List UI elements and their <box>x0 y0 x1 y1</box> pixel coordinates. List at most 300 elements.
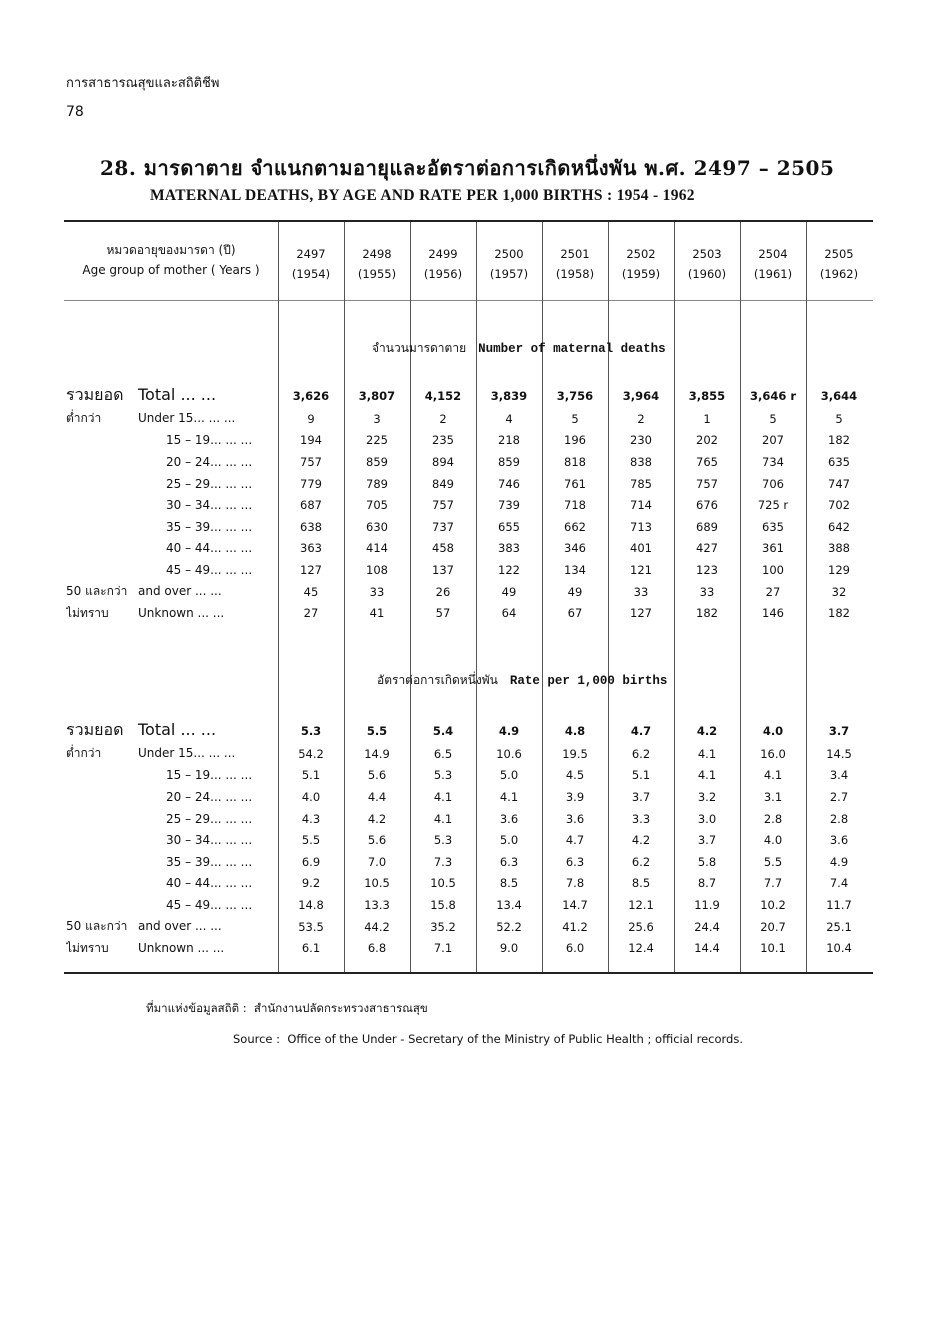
row-label-english: Under 15... ... ... <box>138 746 236 761</box>
data-cell: 3,756 <box>556 388 594 403</box>
data-cell: 52.2 <box>496 919 522 934</box>
data-cell: 35.2 <box>430 919 456 934</box>
data-cell: 14.4 <box>694 941 720 956</box>
row-label-thai: 50 และกว่า <box>66 584 128 599</box>
table-row <box>66 743 872 765</box>
data-cell: 14.5 <box>826 746 852 761</box>
row-label <box>66 916 278 938</box>
data-cell: 757 <box>696 476 718 491</box>
data-cell: 2.8 <box>763 811 783 826</box>
data-cell: 7.0 <box>367 854 387 869</box>
top-rule <box>64 220 873 222</box>
data-cell: 57 <box>435 606 451 621</box>
section-heading-thai: อัตราต่อการเกิดหนึ่งพัน <box>377 673 498 687</box>
row-label <box>66 873 278 895</box>
data-cell: 64 <box>501 606 517 621</box>
data-cell: 6.1 <box>301 941 321 956</box>
column-header <box>806 244 872 284</box>
table-row <box>66 494 872 516</box>
column-header <box>278 244 344 284</box>
data-cell: 49 <box>501 584 517 599</box>
data-cell: 4.2 <box>696 723 718 738</box>
data-cell: 24.4 <box>694 919 720 934</box>
data-cell: 725 r <box>757 498 789 513</box>
row-label <box>66 743 278 765</box>
data-cell: 4.0 <box>763 833 783 848</box>
year-be: 2501 <box>560 247 590 261</box>
year-be: 2497 <box>296 247 326 261</box>
row-label-english: and over ... ... <box>138 584 222 599</box>
data-cell: 4.2 <box>631 833 651 848</box>
row-label-english: Under 15... ... ... <box>138 411 236 426</box>
year-be: 2503 <box>692 247 722 261</box>
row-label <box>66 430 278 452</box>
data-cell: 146 <box>762 606 784 621</box>
data-cell: 6.2 <box>631 854 651 869</box>
data-cell: 4.1 <box>763 768 783 783</box>
row-label-english: 45 – 49... ... ... <box>166 562 253 577</box>
row-label <box>66 765 278 787</box>
table-title-thai: 28. มารดาตาย จำแนกตามอายุและอัตราต่อการเกิดหนึ่งพัน พ.ศ. 2497 – 2505 <box>100 156 835 180</box>
data-cell: 9.0 <box>499 941 519 956</box>
row-label-english: 15 – 19... ... ... <box>166 768 253 783</box>
data-cell: 401 <box>630 541 652 556</box>
row-label-thai: ต่ำกว่า <box>66 746 102 761</box>
data-cell: 4.5 <box>565 768 585 783</box>
rates-table <box>66 718 872 959</box>
data-cell: 2 <box>637 411 645 426</box>
data-cell: 3.7 <box>828 723 850 738</box>
data-cell: 33 <box>369 584 385 599</box>
data-cell: 737 <box>432 519 454 534</box>
year-ce: (1961) <box>753 267 793 281</box>
row-label-english: Total ... ... <box>138 385 217 404</box>
data-cell: 6.2 <box>631 746 651 761</box>
data-cell: 5 <box>835 411 843 426</box>
data-cell: 6.9 <box>301 854 321 869</box>
stub-header-thai: หมวดอายุของมารดา (ปี) <box>106 243 236 257</box>
bottom-rule <box>64 972 873 974</box>
data-cell: 765 <box>696 454 718 469</box>
data-cell: 10.2 <box>760 897 786 912</box>
data-cell: 2 <box>439 411 447 426</box>
data-cell: 4.1 <box>433 811 453 826</box>
data-cell: 849 <box>432 476 454 491</box>
data-cell: 8.5 <box>631 876 651 891</box>
data-cell: 5.4 <box>432 723 454 738</box>
data-cell: 705 <box>366 498 388 513</box>
data-cell: 3.4 <box>829 768 849 783</box>
data-cell: 635 <box>828 454 850 469</box>
data-cell: 10.1 <box>760 941 786 956</box>
row-label-english: 20 – 24... ... ... <box>166 789 253 804</box>
data-cell: 5.1 <box>631 768 651 783</box>
data-cell: 5.5 <box>366 723 388 738</box>
data-cell: 127 <box>300 562 322 577</box>
year-be: 2502 <box>626 247 656 261</box>
deaths-table <box>66 383 872 624</box>
row-label <box>66 383 278 408</box>
row-label <box>66 408 278 430</box>
year-be: 2498 <box>362 247 392 261</box>
table-row <box>66 451 872 473</box>
data-cell: 5.5 <box>301 833 321 848</box>
data-cell: 7.7 <box>763 876 783 891</box>
row-label-english: 25 – 29... ... ... <box>166 476 253 491</box>
data-cell: 662 <box>564 519 586 534</box>
row-label <box>66 829 278 851</box>
column-header <box>608 244 674 284</box>
data-cell: 8.5 <box>499 876 519 891</box>
year-ce: (1956) <box>423 267 463 281</box>
source-text-english: Office of the Under - Secretary of the Ministry of Public Health ; official records. <box>287 1032 743 1046</box>
source-label-english: Source : <box>233 1032 281 1046</box>
data-cell: 5.6 <box>367 833 387 848</box>
data-cell: 3,807 <box>358 388 396 403</box>
row-label-english: 40 – 44... ... ... <box>166 541 253 556</box>
data-cell: 3,646 r <box>749 388 797 403</box>
table-row <box>66 851 872 873</box>
data-cell: 3,855 <box>688 388 726 403</box>
data-cell: 25.6 <box>628 919 654 934</box>
data-cell: 747 <box>828 476 850 491</box>
data-cell: 20.7 <box>760 919 786 934</box>
data-cell: 5.0 <box>499 833 519 848</box>
data-cell: 3.0 <box>697 811 717 826</box>
row-label <box>66 494 278 516</box>
data-cell: 182 <box>696 606 718 621</box>
data-cell: 4.0 <box>762 723 784 738</box>
data-cell: 638 <box>300 519 322 534</box>
year-be: 2505 <box>824 247 854 261</box>
row-label <box>66 516 278 538</box>
data-cell: 789 <box>366 476 388 491</box>
data-cell: 3.6 <box>565 811 585 826</box>
row-label-thai: ต่ำกว่า <box>66 411 102 426</box>
data-cell: 383 <box>498 541 520 556</box>
row-label-english: Unknown ... ... <box>138 605 225 620</box>
row-label-english: 40 – 44... ... ... <box>166 876 253 891</box>
data-cell: 15.8 <box>430 897 456 912</box>
data-cell: 361 <box>762 541 784 556</box>
data-cell: 5 <box>571 411 579 426</box>
table-row <box>66 808 872 830</box>
data-cell: 11.9 <box>694 897 720 912</box>
data-cell: 134 <box>564 562 586 577</box>
data-cell: 27 <box>765 584 781 599</box>
data-cell: 714 <box>630 498 652 513</box>
source-thai <box>146 1000 428 1018</box>
data-cell: 129 <box>828 562 850 577</box>
data-cell: 5.8 <box>697 854 717 869</box>
data-cell: 5.6 <box>367 768 387 783</box>
data-cell: 3,644 <box>820 388 858 403</box>
data-cell: 54.2 <box>298 746 324 761</box>
row-label-english: 25 – 29... ... ... <box>166 811 253 826</box>
data-cell: 818 <box>564 454 586 469</box>
source-text-thai: สำนักงานปลัดกระทรวงสาธารณสุข <box>253 1001 428 1015</box>
data-cell: 123 <box>696 562 718 577</box>
data-cell: 9 <box>307 411 315 426</box>
data-cell: 3.7 <box>697 833 717 848</box>
data-cell: 137 <box>432 562 454 577</box>
row-label <box>66 538 278 560</box>
year-be: 2500 <box>494 247 524 261</box>
data-cell: 761 <box>564 476 586 491</box>
data-cell: 10.6 <box>496 746 522 761</box>
column-header <box>344 244 410 284</box>
row-label <box>66 718 278 743</box>
data-cell: 894 <box>432 454 454 469</box>
data-cell: 16.0 <box>760 746 786 761</box>
section-heading-deaths <box>372 339 666 358</box>
data-cell: 108 <box>366 562 388 577</box>
table-row <box>66 765 872 787</box>
data-cell: 3,626 <box>292 388 330 403</box>
data-cell: 4.3 <box>301 811 321 826</box>
column-header <box>542 244 608 284</box>
data-cell: 734 <box>762 454 784 469</box>
data-cell: 757 <box>300 454 322 469</box>
row-label-english: 15 – 19... ... ... <box>166 433 253 448</box>
row-label-english: 45 – 49... ... ... <box>166 897 253 912</box>
data-cell: 225 <box>366 433 388 448</box>
data-cell: 45 <box>303 584 319 599</box>
data-cell: 779 <box>300 476 322 491</box>
row-label-english: 20 – 24... ... ... <box>166 454 253 469</box>
data-cell: 642 <box>828 519 850 534</box>
source-label-thai: ที่มาแห่งข้อมูลสถิติ : <box>146 1001 247 1015</box>
year-ce: (1958) <box>555 267 595 281</box>
data-cell: 100 <box>762 562 784 577</box>
row-label-thai: รวมยอด <box>66 385 124 404</box>
data-cell: 7.1 <box>433 941 453 956</box>
table-row <box>66 581 872 603</box>
data-cell: 230 <box>630 433 652 448</box>
data-cell: 3.2 <box>697 789 717 804</box>
data-cell: 718 <box>564 498 586 513</box>
running-header: การสาธารณสุขและสถิติชีพ <box>66 76 220 91</box>
page-number: 78 <box>66 104 84 120</box>
data-cell: 182 <box>828 606 850 621</box>
data-cell: 4 <box>505 411 513 426</box>
data-cell: 4.1 <box>697 746 717 761</box>
table-row <box>66 408 872 430</box>
data-cell: 10.4 <box>826 941 852 956</box>
row-label <box>66 851 278 873</box>
data-cell: 363 <box>300 541 322 556</box>
data-cell: 13.4 <box>496 897 522 912</box>
data-cell: 689 <box>696 519 718 534</box>
row-label <box>66 808 278 830</box>
data-cell: 11.7 <box>826 897 852 912</box>
data-cell: 4.9 <box>829 854 849 869</box>
data-cell: 14.7 <box>562 897 588 912</box>
data-cell: 127 <box>630 606 652 621</box>
row-label <box>66 786 278 808</box>
table-row <box>66 873 872 895</box>
data-cell: 3,964 <box>622 388 660 403</box>
data-cell: 122 <box>498 562 520 577</box>
data-cell: 3.6 <box>829 833 849 848</box>
table-row <box>66 916 872 938</box>
data-cell: 53.5 <box>298 919 324 934</box>
data-cell: 3.6 <box>499 811 519 826</box>
data-cell: 194 <box>300 433 322 448</box>
data-cell: 5.5 <box>763 854 783 869</box>
data-cell: 2.7 <box>829 789 849 804</box>
data-cell: 2.8 <box>829 811 849 826</box>
data-cell: 13.3 <box>364 897 390 912</box>
data-cell: 346 <box>564 541 586 556</box>
data-cell: 44.2 <box>364 919 390 934</box>
data-cell: 4.7 <box>565 833 585 848</box>
data-cell: 4,152 <box>424 388 462 403</box>
table-title-english: MATERNAL DEATHS, BY AGE AND RATE PER 1,000 BIRTHS : 1954 - 1962 <box>150 187 695 204</box>
year-be: 2499 <box>428 247 458 261</box>
data-cell: 3.9 <box>565 789 585 804</box>
data-cell: 7.8 <box>565 876 585 891</box>
data-cell: 4.8 <box>564 723 586 738</box>
data-cell: 218 <box>498 433 520 448</box>
row-label-thai: ไม่ทราบ <box>66 940 109 955</box>
data-cell: 4.4 <box>367 789 387 804</box>
year-ce: (1954) <box>291 267 331 281</box>
data-cell: 49 <box>567 584 583 599</box>
year-ce: (1957) <box>489 267 529 281</box>
table-row <box>66 786 872 808</box>
row-label <box>66 559 278 581</box>
data-cell: 6.5 <box>433 746 453 761</box>
stub-header-english: Age group of mother ( Years ) <box>82 263 260 277</box>
row-label <box>66 602 278 624</box>
data-cell: 202 <box>696 433 718 448</box>
data-cell: 706 <box>762 476 784 491</box>
header-rule <box>64 300 873 301</box>
table-row <box>66 473 872 495</box>
data-cell: 41 <box>369 606 385 621</box>
year-ce: (1960) <box>687 267 727 281</box>
data-cell: 14.8 <box>298 897 324 912</box>
data-cell: 5.1 <box>301 768 321 783</box>
data-cell: 3,839 <box>490 388 528 403</box>
data-cell: 1 <box>703 411 711 426</box>
table-row <box>66 718 872 743</box>
data-cell: 4.0 <box>301 789 321 804</box>
row-label-english: 35 – 39... ... ... <box>166 519 253 534</box>
table-row <box>66 937 872 959</box>
row-label-thai: 50 และกว่า <box>66 919 128 934</box>
row-label-english: Unknown ... ... <box>138 940 225 955</box>
data-cell: 67 <box>567 606 583 621</box>
year-ce: (1959) <box>621 267 661 281</box>
year-be: 2504 <box>758 247 788 261</box>
row-label <box>66 894 278 916</box>
row-label-thai: ไม่ทราบ <box>66 605 109 620</box>
data-cell: 414 <box>366 541 388 556</box>
data-cell: 655 <box>498 519 520 534</box>
data-cell: 19.5 <box>562 746 588 761</box>
data-cell: 859 <box>498 454 520 469</box>
row-label-english: 30 – 34... ... ... <box>166 498 253 513</box>
row-label-english: and over ... ... <box>138 919 222 934</box>
source-english <box>233 1032 743 1046</box>
data-cell: 3.3 <box>631 811 651 826</box>
column-header <box>410 244 476 284</box>
row-label-english: 35 – 39... ... ... <box>166 854 253 869</box>
year-ce: (1955) <box>357 267 397 281</box>
data-cell: 427 <box>696 541 718 556</box>
table-row <box>66 602 872 624</box>
data-cell: 207 <box>762 433 784 448</box>
data-cell: 3.1 <box>763 789 783 804</box>
data-cell: 838 <box>630 454 652 469</box>
section-heading-english: Number of maternal deaths <box>478 342 666 356</box>
data-cell: 12.1 <box>628 897 654 912</box>
data-cell: 25.1 <box>826 919 852 934</box>
table-row <box>66 538 872 560</box>
table-row <box>66 894 872 916</box>
data-cell: 33 <box>633 584 649 599</box>
data-cell: 713 <box>630 519 652 534</box>
table-row <box>66 383 872 408</box>
data-cell: 7.4 <box>829 876 849 891</box>
table-row <box>66 829 872 851</box>
data-cell: 630 <box>366 519 388 534</box>
data-cell: 10.5 <box>364 876 390 891</box>
row-label <box>66 937 278 959</box>
data-cell: 12.4 <box>628 941 654 956</box>
data-cell: 3 <box>373 411 381 426</box>
table-row <box>66 559 872 581</box>
row-label-thai: รวมยอด <box>66 720 124 739</box>
data-cell: 26 <box>435 584 451 599</box>
data-cell: 235 <box>432 433 454 448</box>
row-label <box>66 581 278 603</box>
data-cell: 458 <box>432 541 454 556</box>
table-row <box>66 516 872 538</box>
data-cell: 4.9 <box>498 723 520 738</box>
data-cell: 5.3 <box>433 768 453 783</box>
row-label <box>66 451 278 473</box>
data-cell: 388 <box>828 541 850 556</box>
section-heading-english: Rate per 1,000 births <box>509 674 668 688</box>
data-cell: 785 <box>630 476 652 491</box>
row-label-english: 30 – 34... ... ... <box>166 833 253 848</box>
data-cell: 10.5 <box>430 876 456 891</box>
data-cell: 6.3 <box>499 854 519 869</box>
data-cell: 5.3 <box>300 723 322 738</box>
data-cell: 4.7 <box>630 723 652 738</box>
data-cell: 196 <box>564 433 586 448</box>
data-cell: 9.2 <box>301 876 321 891</box>
data-cell: 27 <box>303 606 319 621</box>
stub-header <box>66 240 276 280</box>
data-cell: 6.3 <box>565 854 585 869</box>
row-label <box>66 473 278 495</box>
data-cell: 676 <box>696 498 718 513</box>
column-header <box>674 244 740 284</box>
data-cell: 5.0 <box>499 768 519 783</box>
data-cell: 14.9 <box>364 746 390 761</box>
data-cell: 746 <box>498 476 520 491</box>
data-cell: 7.3 <box>433 854 453 869</box>
data-cell: 182 <box>828 433 850 448</box>
data-cell: 4.1 <box>697 768 717 783</box>
column-header <box>740 244 806 284</box>
data-cell: 4.1 <box>499 789 519 804</box>
section-heading-thai: จำนวนมารดาตาย <box>372 341 467 355</box>
